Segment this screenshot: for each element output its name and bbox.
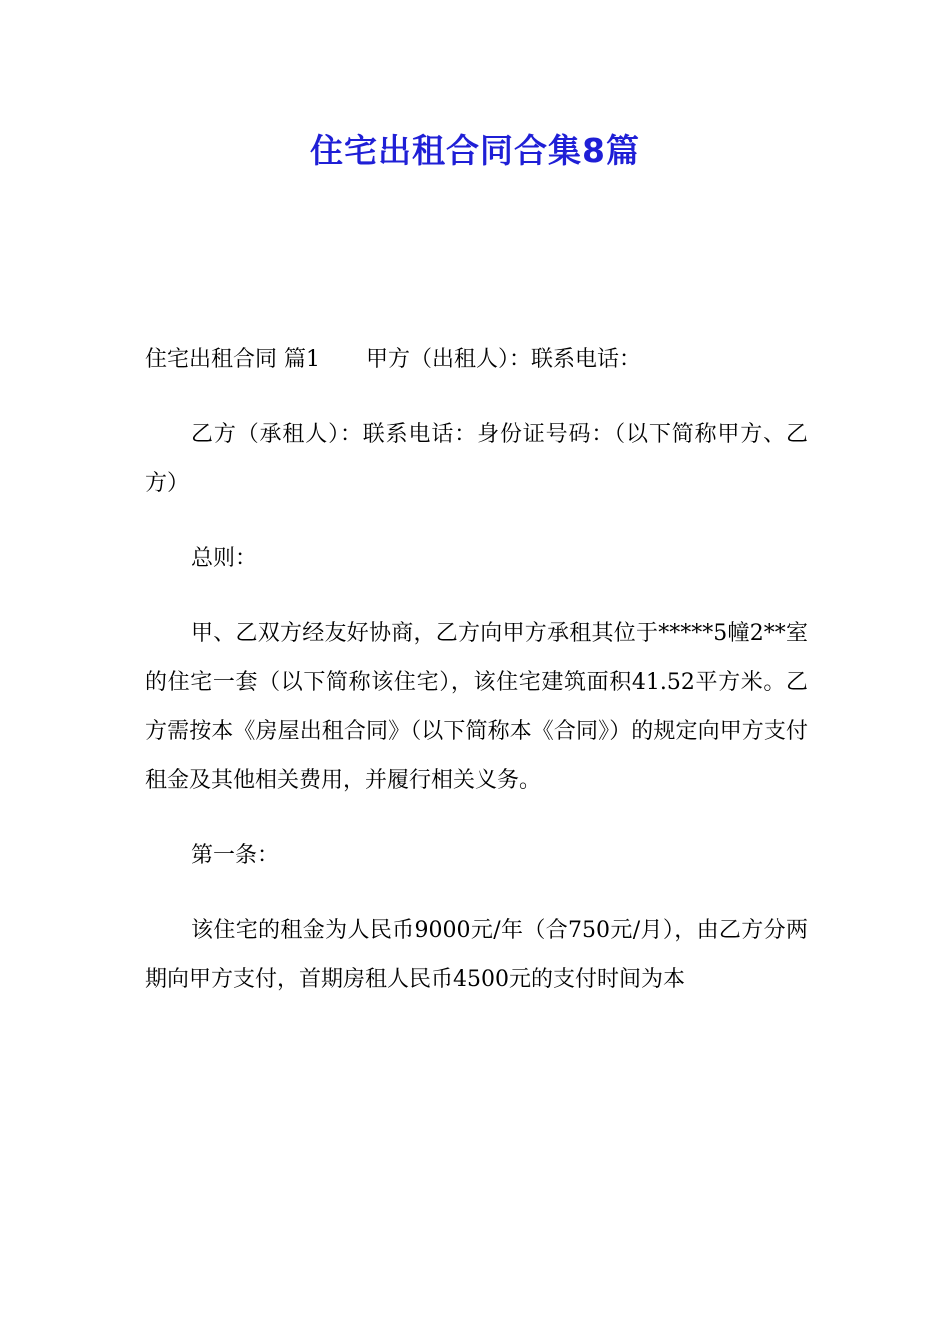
general-heading: 总则： xyxy=(191,546,258,571)
general-paragraph: 甲、乙双方经友好协商，乙方向甲方承租其位于*****5幢2**室的住宅一套（以下简称该住宅），该住宅建筑面积41.52平方米。乙方需按本《房屋出租合同》（以下简称本《合同》）的规定向甲方支付租金及其他相关费用，并履行相关义务。 xyxy=(145,621,808,793)
section-heading-line xyxy=(145,335,808,384)
article-1-paragraph: 该住宅的租金为人民币9000元/年（合750元/月），由乙方分两期向甲方支付，首期房租人民币4500元的支付时间为本 xyxy=(145,918,808,992)
document-title: 住宅出租合同合集8篇 xyxy=(310,131,640,170)
section-heading: 住宅出租合同 篇1 xyxy=(145,347,320,372)
document-body xyxy=(145,335,808,1030)
party-a-line: 甲方（出租人）：联系电话： xyxy=(366,347,642,372)
article-1-heading: 第一条： xyxy=(191,843,280,868)
party-b-paragraph: 乙方（承租人）：联系电话：身份证号码：（以下简称甲方、乙方） xyxy=(145,422,808,496)
